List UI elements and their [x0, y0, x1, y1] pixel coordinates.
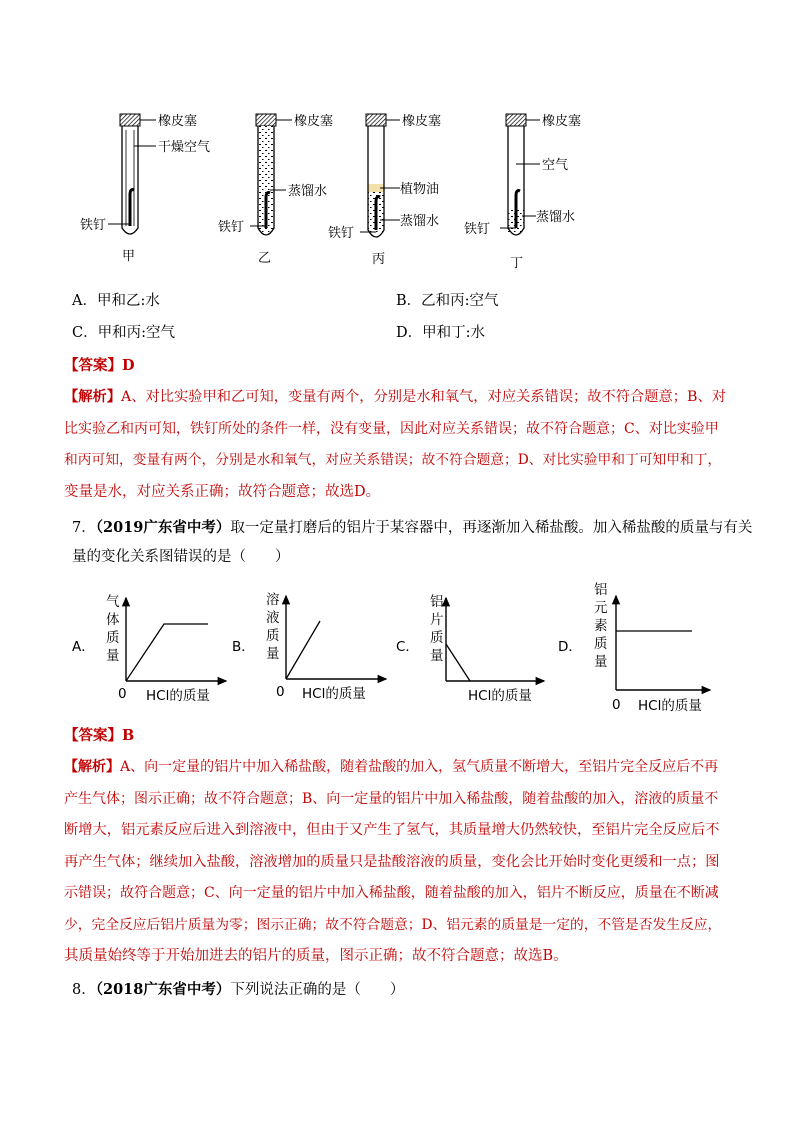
q6-answer: 【答案】D: [64, 357, 135, 374]
svg-text:铝: 铝: [430, 594, 444, 610]
q8-stem: [72, 977, 404, 1003]
graph-c: [396, 594, 544, 704]
q6-option-c: C．甲和丙:空气: [72, 325, 175, 341]
svg-text:0: 0: [118, 686, 127, 702]
svg-text:橡皮塞: 橡皮塞: [542, 114, 582, 129]
svg-text:量: 量: [594, 654, 608, 670]
svg-text:铝: 铝: [594, 582, 608, 598]
svg-text:丙: 丙: [372, 252, 386, 267]
q6-option-a: A．甲和乙:水: [72, 293, 160, 309]
svg-text:体: 体: [106, 612, 120, 628]
svg-text:蒸馏水: 蒸馏水: [400, 214, 440, 229]
q6-analysis-line: 比实验乙和丙可知，铁钉所处的条件一样，没有变量，因此对应关系错误；故不符合题意；C、对比实验甲: [64, 420, 719, 437]
svg-text:元: 元: [594, 600, 608, 616]
q8-source: （2018广东省中考）: [95, 981, 231, 998]
svg-text:铁钉: 铁钉: [464, 222, 491, 237]
svg-text:量: 量: [430, 648, 444, 664]
svg-text:橡皮塞: 橡皮塞: [158, 114, 198, 129]
q7-number: 7．: [72, 520, 96, 536]
q7-graphs: [60, 578, 740, 718]
svg-text:橡皮塞: 橡皮塞: [402, 114, 442, 129]
stopper-jia: [120, 114, 140, 126]
q7-analysis-line: 产生气体；图示正确；故不符合题意；B、向一定量的铝片中加入稀盐酸，随着盐酸的加入，溶液的质量不: [64, 790, 719, 807]
q7-stem-line1: [72, 515, 752, 541]
svg-text:0: 0: [612, 697, 621, 713]
graph-c-line: [446, 644, 470, 681]
graph-a-line: [126, 624, 208, 681]
svg-text:量: 量: [106, 648, 120, 664]
svg-text:橡皮塞: 橡皮塞: [294, 114, 334, 129]
tube-yi: [218, 113, 333, 266]
q6-analysis-line: 和丙可知，变量有两个，分别是水和氧气，对应关系错误；故不符合题意；D、对比实验甲和丁可知甲和丁，: [64, 452, 722, 468]
svg-text:乙: 乙: [258, 251, 272, 266]
svg-text:HCl的质量: HCl的质量: [638, 698, 702, 714]
svg-text:铁钉: 铁钉: [328, 226, 355, 241]
svg-text:蒸馏水: 蒸馏水: [536, 210, 576, 225]
nail-jia: [130, 190, 134, 226]
svg-text:HCl的质量: HCl的质量: [146, 688, 210, 704]
graph-d: [558, 582, 710, 714]
q7-analysis-line: 再产生气体；继续加入盐酸，溶液增加的质量只是盐酸溶液的质量，变化会比开始时变化更缓和一点；图: [64, 853, 720, 870]
tube-ding: [464, 113, 581, 271]
test-tube-figure: [60, 100, 660, 280]
q7-analysis-line: A、向一定量的铝片中加入稀盐酸，随着盐酸的加入，氢气质量不断增大，至铝片完全反应后不再: [120, 759, 719, 775]
q6-option-d: D．甲和丁:水: [396, 325, 486, 341]
svg-text:空气: 空气: [542, 158, 569, 173]
q6-analysis-tag: 【解析】: [64, 389, 122, 405]
q7-source: （2019广东省中考）: [95, 519, 231, 536]
q8-stem-text: 下列说法正确的是（ ）: [230, 982, 405, 998]
svg-text:质: 质: [594, 636, 608, 652]
svg-text:量: 量: [266, 646, 280, 662]
svg-text:B．: B．: [232, 639, 255, 655]
svg-text:丁: 丁: [510, 256, 524, 271]
q7-analysis-line: 少，完全反应后铝片质量为零；图示正确；故不符合题意；D、铝元素的质量是一定的，不管是否发生反应，: [64, 916, 722, 933]
svg-text:铁钉: 铁钉: [80, 218, 107, 233]
tube-bing: [328, 113, 441, 267]
svg-text:HCl的质量: HCl的质量: [468, 688, 532, 704]
q7-answer: 【答案】B: [64, 727, 135, 744]
svg-text:0: 0: [276, 684, 285, 700]
tube-jia: [80, 113, 210, 264]
q8-number: 8．: [72, 982, 96, 998]
svg-text:干燥空气: 干燥空气: [158, 140, 211, 155]
svg-text:植物油: 植物油: [400, 182, 440, 197]
q7-analysis-line: 其质量始终等于开始加进去的铝片的质量，图示正确；故不符合题意；故选B。: [64, 948, 568, 964]
q6-option-b: B．乙和丙:空气: [396, 293, 499, 309]
q7-stem-line2: 量的变化关系图错误的是（ ）: [72, 549, 290, 565]
q7-analysis: [64, 752, 726, 973]
q7-analysis-tag: 【解析】: [64, 759, 120, 775]
graph-b-line: [286, 621, 320, 679]
q6-analysis: [64, 382, 726, 508]
svg-text:溶: 溶: [266, 592, 280, 608]
q7-analysis-line: 示错误；故符合题意；C、向一定量的铝片中加入稀盐酸，随着盐酸的加入，铝片不断反应，质量在不断减: [64, 885, 719, 901]
svg-text:液: 液: [266, 610, 280, 626]
q7-analysis-line: 断增大，铝元素反应后进入到溶液中，但由于又产生了氢气，其质量增大仍然较快，至铝片完全反应后不: [64, 822, 720, 838]
graph-a: [72, 594, 226, 704]
svg-text:D．: D．: [558, 639, 582, 655]
svg-text:甲: 甲: [122, 249, 136, 264]
svg-text:A．: A．: [72, 639, 95, 655]
svg-text:铁钉: 铁钉: [218, 220, 245, 235]
svg-text:蒸馏水: 蒸馏水: [288, 184, 328, 199]
q6-analysis-line: 变量是水，对应关系正确；故符合题意；故选D。: [64, 483, 381, 500]
svg-text:素: 素: [594, 618, 608, 634]
svg-text:质: 质: [266, 628, 280, 644]
graph-b: [232, 591, 386, 702]
svg-text:质: 质: [106, 630, 120, 646]
q7-stem-text: 取一定量打磨后的铝片于某容器中，再逐渐加入稀盐酸。加入稀盐酸的质量与有关: [230, 520, 753, 536]
svg-text:C．: C．: [396, 639, 419, 655]
svg-text:气: 气: [106, 594, 120, 610]
svg-text:HCl的质量: HCl的质量: [302, 686, 366, 702]
q6-analysis-line: A、对比实验甲和乙可知，变量有两个，分别是水和氧气，对应关系错误；故不符合题意；B、对: [121, 389, 727, 405]
svg-text:片: 片: [430, 612, 444, 628]
svg-text:质: 质: [430, 630, 444, 646]
